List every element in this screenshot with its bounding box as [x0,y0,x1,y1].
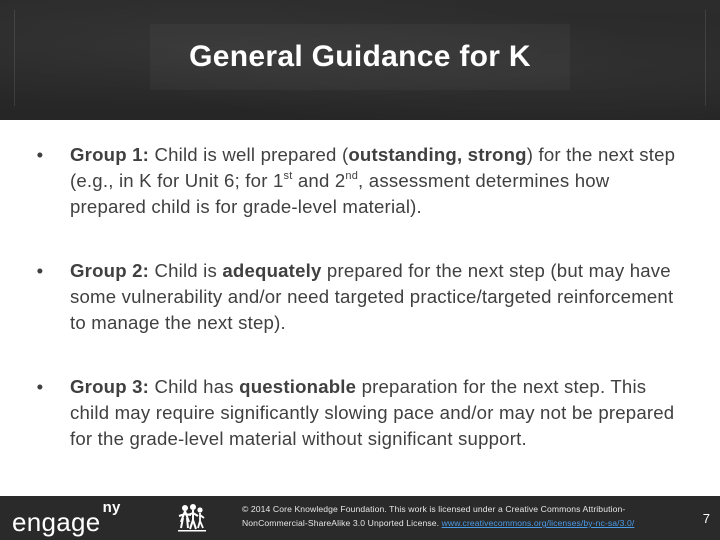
bullet-superscript: nd [345,170,359,182]
bullet-emphasis: outstanding, strong [348,144,527,165]
bullet-text: , assessment determines how prepared child is for grade-level material). [70,170,610,217]
bullet-item [30,258,680,336]
bullet-marker: • [36,260,44,281]
bullet-emphasis: questionable [239,376,357,397]
license-text: © 2014 Core Knowledge Foundation. This work is licensed under a Creative Commons Attribution-NonCommercial-ShareAlike 3.0 Unported License. [242,504,626,528]
core-knowledge-figures-icon [174,500,210,536]
bullet-item [30,374,680,452]
bullet-emphasis: adequately [222,260,322,281]
engageny-logo [12,498,119,538]
bullet-marker: • [36,376,44,397]
bullet-text: Child is well prepared ( [149,144,349,165]
bullet-text: and 2 [292,170,346,191]
bullet-text: prepared for the next step (but may have some vulnerability and/or need targeted practice/targeted reinforcement to manage the next step). [70,260,674,333]
bullet-text: Child is [149,260,223,281]
bullet-emphasis: Group 1: [70,144,150,165]
title-panel [150,24,570,90]
bullet-item [30,142,680,220]
page-title: General Guidance for K [189,40,531,73]
bullet-text: ) for the next step (e.g., in K for Unit 6; for 1 [70,144,676,191]
footer [0,496,720,540]
page-number: 7 [702,511,710,526]
bullet-emphasis: Group 2: [70,260,150,281]
header-band [0,0,720,120]
engageny-logo-text: engage [12,507,101,537]
bullet-superscript: st [283,170,293,182]
core-knowledge-figures-icon-svg [176,502,208,534]
bullet-marker: • [36,144,44,165]
bullet-list [30,142,680,452]
license-link[interactable]: www.creativecommons.org/licenses/by-nc-sa/3.0/ [441,518,635,528]
engageny-logo-superscript: ny [102,499,121,516]
bullet-emphasis: Group 3: [70,376,150,397]
bullet-text: Child has [149,376,240,397]
license-notice [242,502,672,530]
bullet-text: preparation for the next step. This child may require significantly slowing pace and/or may not be prepared for the grade-level material without significant support. [70,376,675,449]
